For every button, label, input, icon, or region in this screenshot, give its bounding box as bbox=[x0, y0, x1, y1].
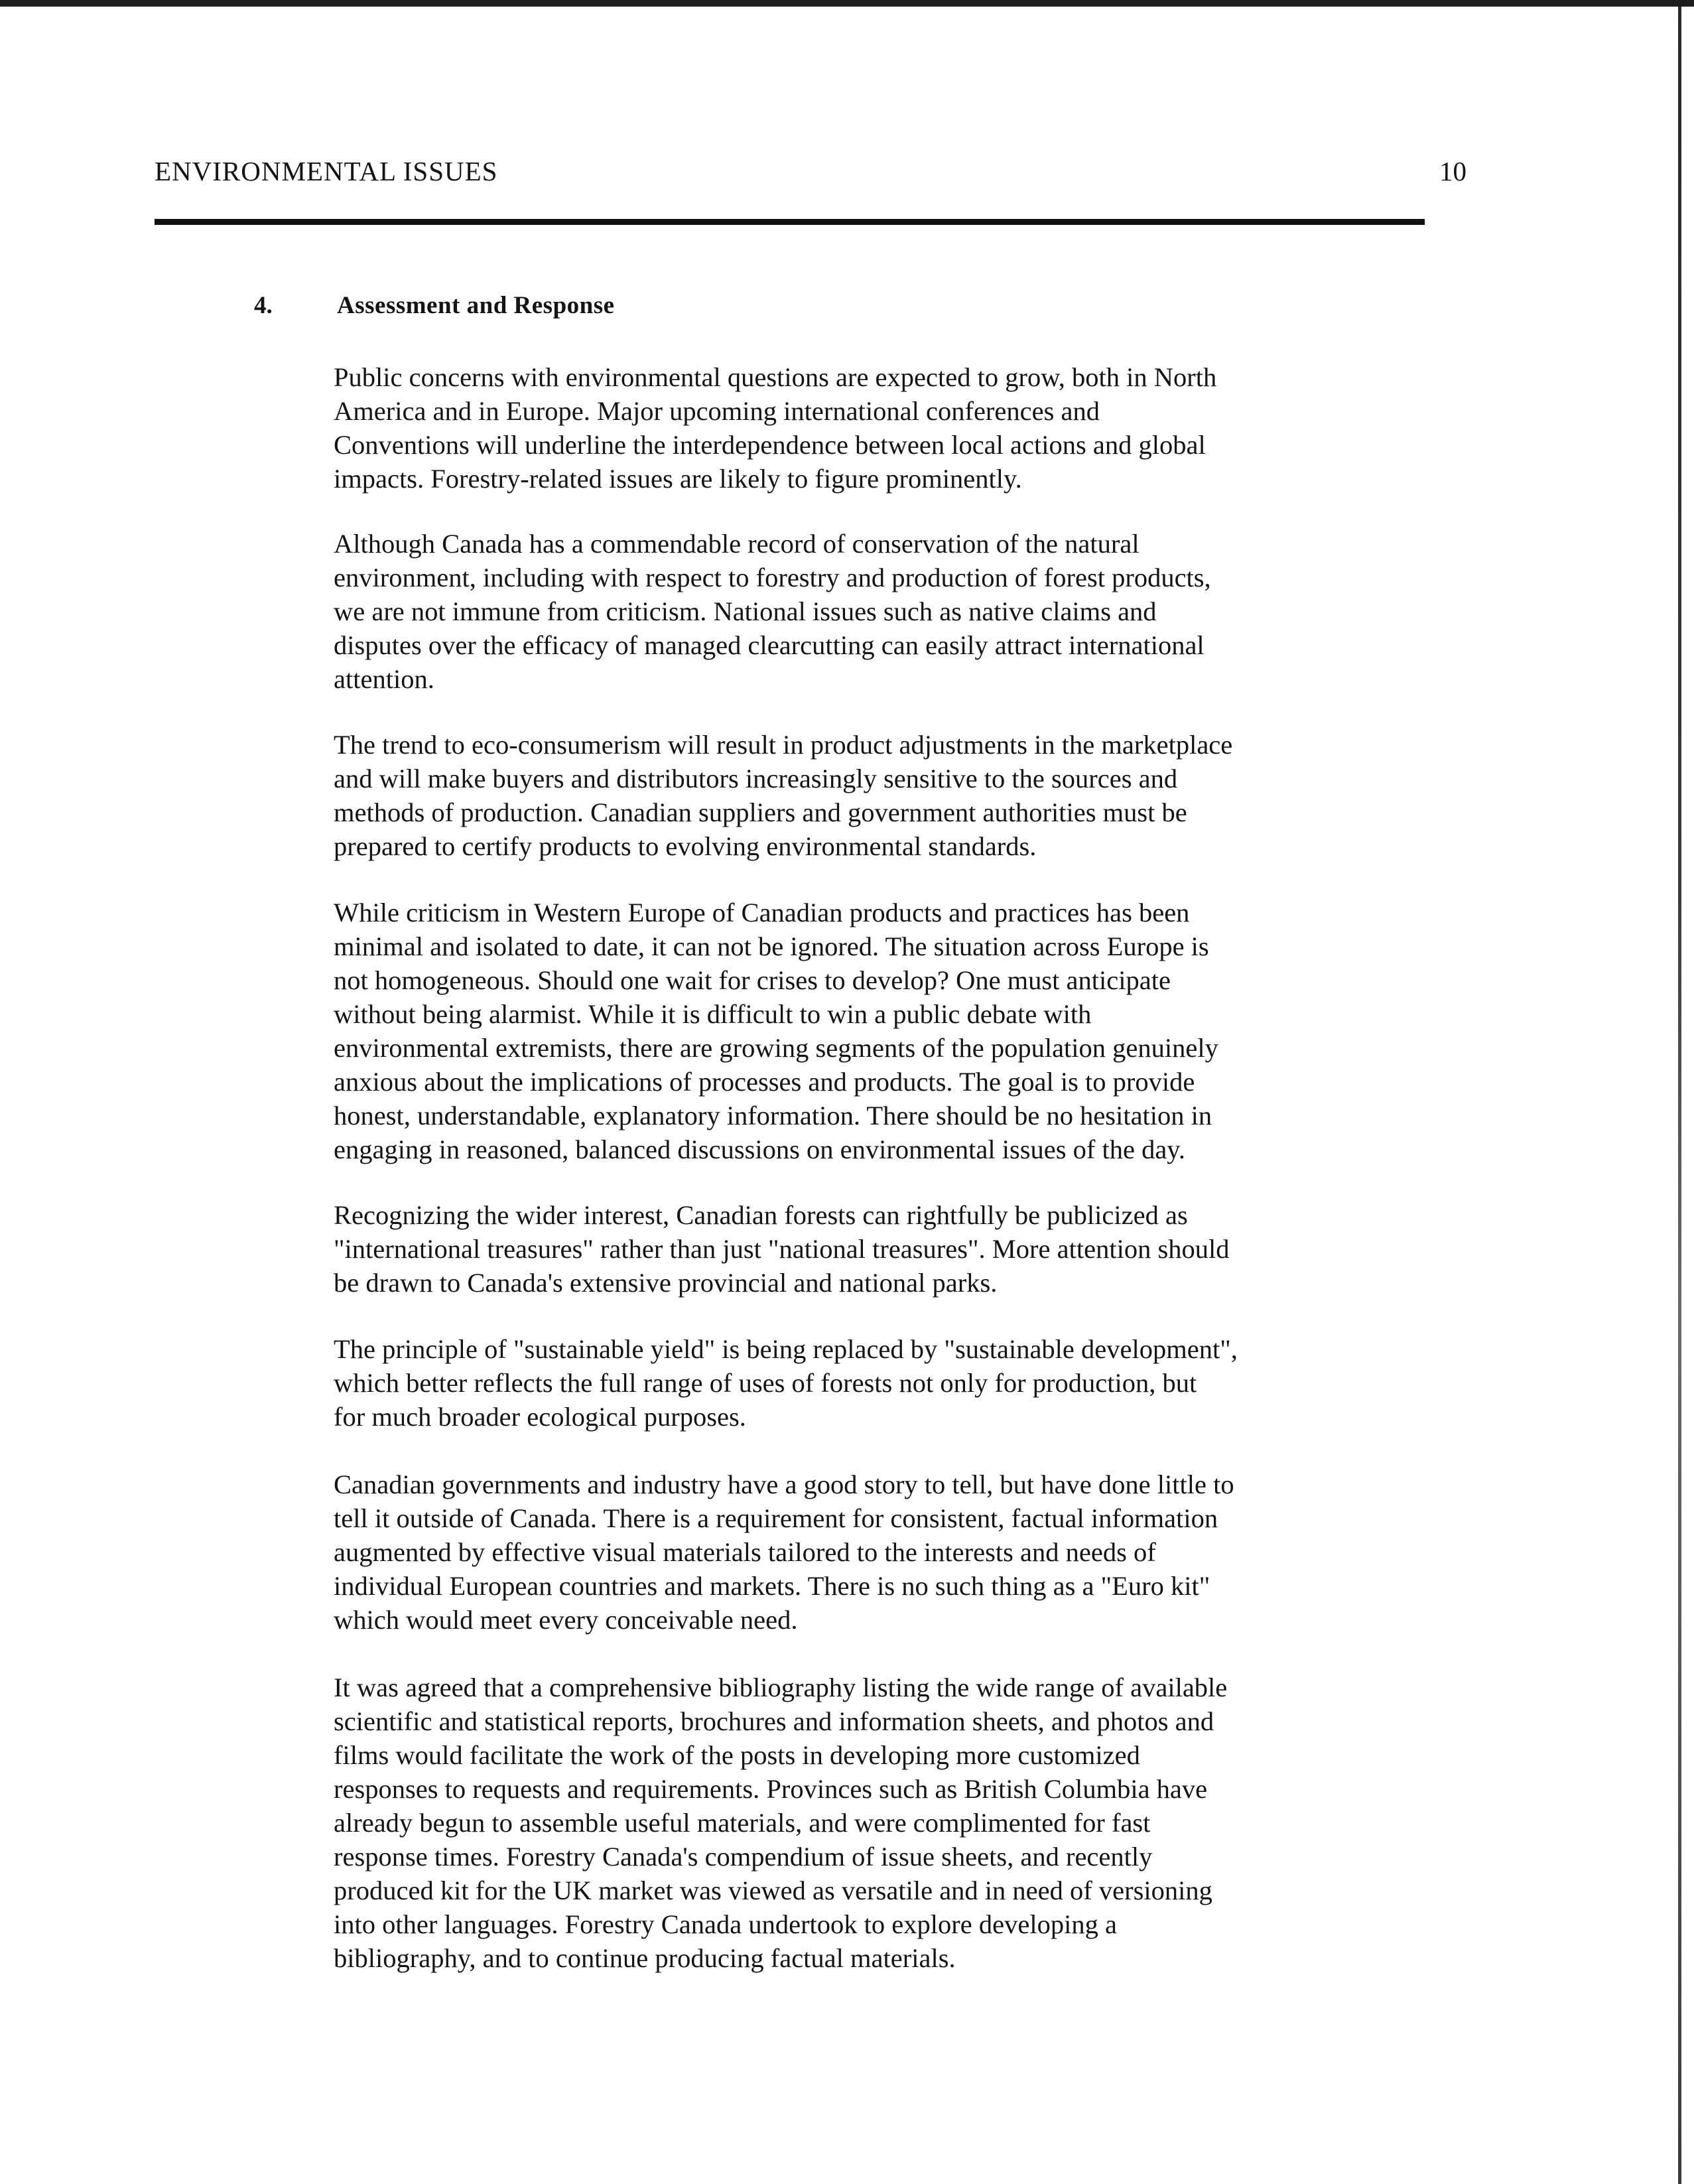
header-rule bbox=[155, 219, 1425, 225]
section-title: Assessment and Response bbox=[337, 292, 615, 319]
paragraph-bibliography: It was agreed that a comprehensive bibliography listing the wide range of available scientific and statistical reports, brochures and information sheets, and photos and films would facilitate the work of the posts in developing more customized responses to requests and requirements. Provinces such as British Columbia have already begun to assemble useful materials, and were complimented for fast response times. Forestry Canada's compendium of issue sheets, and recently produced kit for the UK market was viewed as versatile and in need of versioning into other languages. Forestry Canada undertook to explore developing a bibliography, and to continue producing factual materials. bbox=[334, 1672, 1228, 1973]
top-border-rule bbox=[0, 0, 1694, 7]
right-page-edge bbox=[1678, 7, 1681, 2184]
paragraph-eco-consumerism: The trend to eco-consumerism will result in product adjustments in the marketplace and will make buyers and distributors increasingly sensitive to the sources and methods of production. Canadian suppliers and government authorities must be prepared to certify products to evolving environmental standards. bbox=[334, 730, 1233, 861]
paragraph-sustainable-development: The principle of "sustainable yield" is being replaced by "sustainable development", which better reflects the full range of uses of forests not only for production, but for much broader ecological purposes. bbox=[334, 1334, 1238, 1432]
page-number: 10 bbox=[1439, 156, 1466, 186]
section-number: 4. bbox=[254, 292, 273, 319]
paragraph-western-europe-criticism: While criticism in Western Europe of Canadian products and practices has been minimal and isolated to date, it can not be ignored. The situation across Europe is not homogeneous. Should one wait for crises to develop? One must anticipate without being alarmist. While it is difficult to win a public debate with environmental extremists, there are growing segments of the population genuinely anxious about the implications of processes and products. The goal is to provide honest, understandable, explanatory information. There should be no hesitation in engaging in reasoned, balanced discussions on environmental issues of the day. bbox=[334, 898, 1218, 1164]
paragraph-international-treasures: Recognizing the wider interest, Canadian forests can rightfully be publicized as "international treasures" rather than just "national treasures". More attention should be drawn to Canada's extensive provincial and national parks. bbox=[334, 1200, 1230, 1298]
paragraph-public-concerns: Public concerns with environmental questions are expected to grow, both in North America and in Europe. Major upcoming international conferences and Conventions will underline the interdependence between local actions and global impacts. Forestry-related issues are likely to figure prominently. bbox=[334, 362, 1217, 494]
running-head: ENVIRONMENTAL ISSUES bbox=[155, 156, 498, 186]
paragraph-story-to-tell: Canadian governments and industry have a good story to tell, but have done little to tell it outside of Canada. There is a requirement for consistent, factual information augmented by effective visual materials tailored to the interests and needs of individual European countries and markets. There is no such thing as a "Euro kit" which would meet every conceivable need. bbox=[334, 1469, 1234, 1635]
paragraph-conservation-record: Although Canada has a commendable record of conservation of the natural environment, including with respect to forestry and production of forest products, we are not immune from criticism. National issues such as native claims and disputes over the efficacy of managed clearcutting can easily attract international attention. bbox=[334, 529, 1211, 694]
